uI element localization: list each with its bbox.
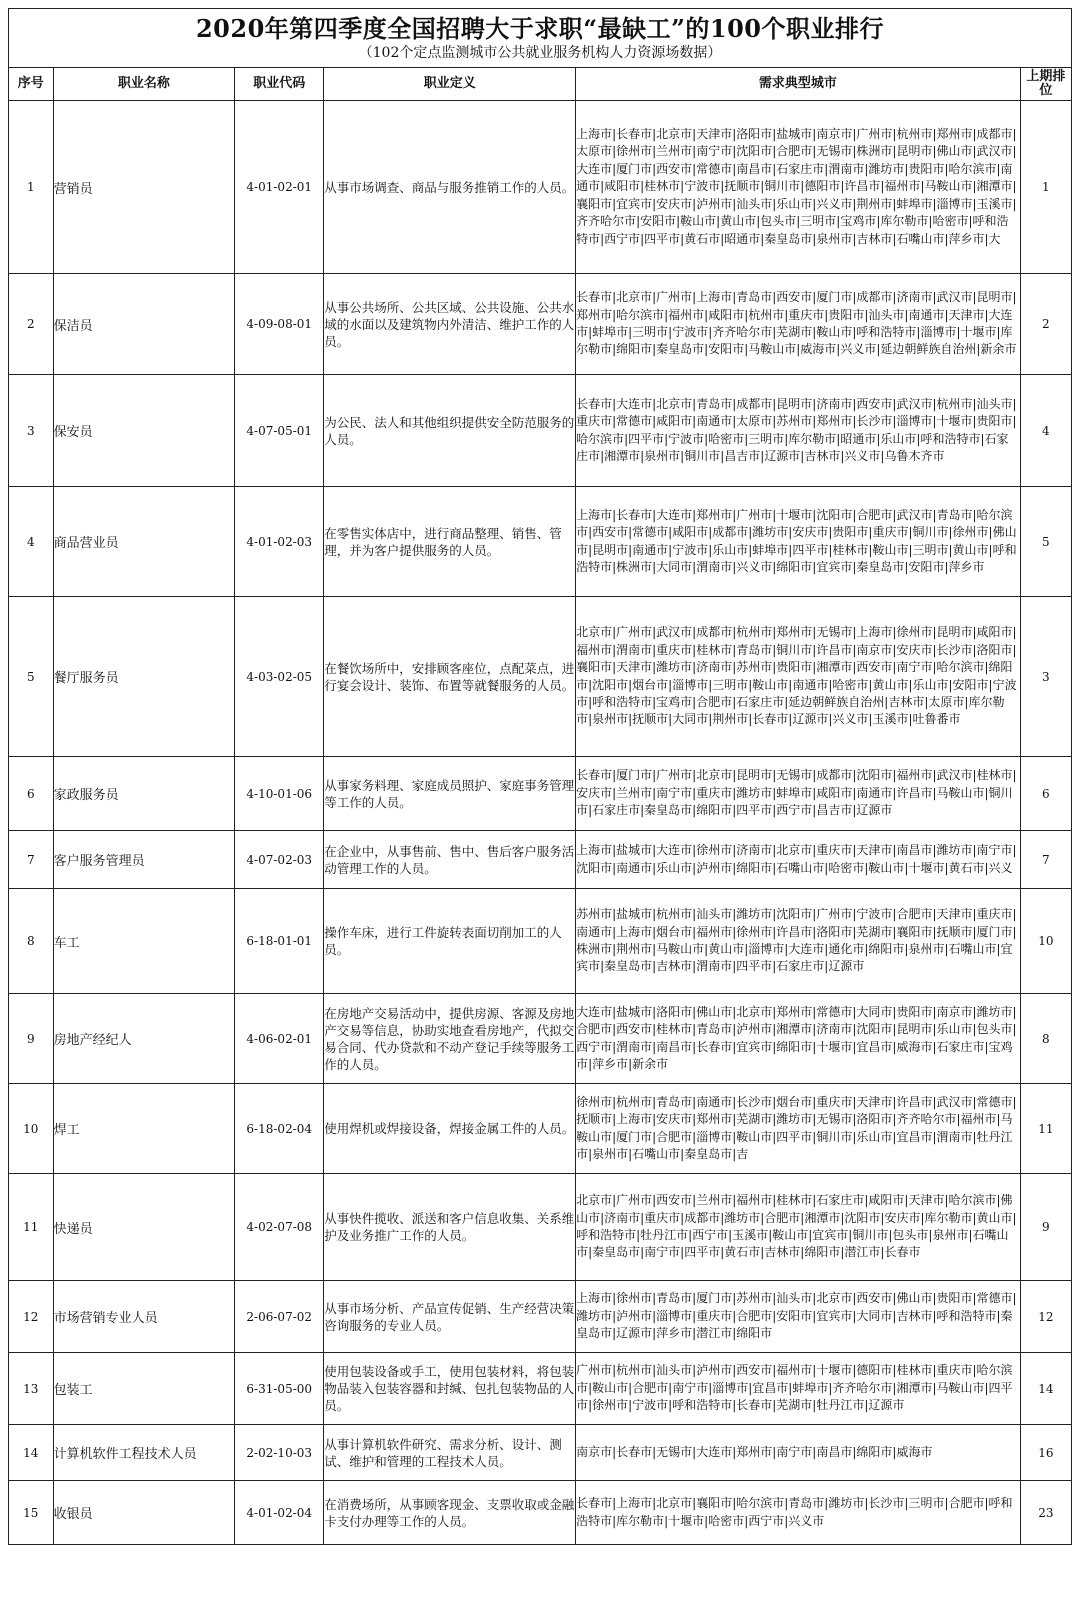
header-name: 职业名称 xyxy=(53,68,235,101)
occupation-code: 4-10-01-06 xyxy=(235,757,324,831)
demand-cities: 南京市|长春市|无锡市|大连市|郑州市|南宁市|南昌市|绵阳市|威海市 xyxy=(576,1425,1021,1481)
occupation-code: 2-02-10-03 xyxy=(235,1425,324,1481)
table-row xyxy=(9,1353,1072,1425)
demand-cities: 上海市|盐城市|大连市|徐州市|济南市|北京市|重庆市|天津市|南昌市|潍坊市|南宁市|沈阳市|南通市|乐山市|泸州市|绵阳市|石嘴山市|哈密市|鞍山市|十堰市|黄石市|兴义 xyxy=(576,831,1021,889)
header-code: 职业代码 xyxy=(235,68,324,101)
occupation-code: 4-01-02-01 xyxy=(235,101,324,274)
occupation-name: 房地产经纪人 xyxy=(53,994,235,1084)
occupation-definition: 操作车床，进行工件旋转表面切削加工的人员。 xyxy=(324,889,576,994)
occupation-definition: 使用包装设备或手工，使用包装材料，将包装物品装入包装容器和封缄、包扎包装物品的人员。 xyxy=(324,1353,576,1425)
occupation-definition: 从事公共场所、公共区域、公共设施、公共水域的水面以及建筑物内外清洁、维护工作的人员。 xyxy=(324,274,576,375)
occupation-definition: 在餐饮场所中，安排顾客座位，点配菜点，进行宴会设计、装饰、布置等就餐服务的人员。 xyxy=(324,597,576,757)
occupation-definition: 从事市场调查、商品与服务推销工作的人员。 xyxy=(324,101,576,274)
occupation-code: 4-06-02-01 xyxy=(235,994,324,1084)
previous-rank: 4 xyxy=(1020,375,1071,487)
previous-rank: 5 xyxy=(1020,487,1071,597)
occupation-definition: 使用焊机或焊接设备，焊接金属工件的人员。 xyxy=(324,1084,576,1174)
row-number: 5 xyxy=(9,597,54,757)
previous-rank: 8 xyxy=(1020,994,1071,1084)
occupation-name: 餐厅服务员 xyxy=(53,597,235,757)
occupation-name: 商品营业员 xyxy=(53,487,235,597)
occupation-name: 客户服务管理员 xyxy=(53,831,235,889)
occupation-code: 6-18-01-01 xyxy=(235,889,324,994)
table-row xyxy=(9,1174,1072,1281)
occupation-name: 家政服务员 xyxy=(53,757,235,831)
occupation-code: 4-01-02-03 xyxy=(235,487,324,597)
row-number: 11 xyxy=(9,1174,54,1281)
document-subtitle: （102个定点监测城市公共就业服务机构人力资源场数据） xyxy=(358,45,722,61)
occupation-code: 4-09-08-01 xyxy=(235,274,324,375)
occupation-name: 包装工 xyxy=(53,1353,235,1425)
table-row xyxy=(9,101,1072,274)
table-row xyxy=(9,274,1072,375)
demand-cities: 长春市|上海市|北京市|襄阳市|哈尔滨市|青岛市|潍坊市|长沙市|三明市|合肥市|呼和浩特市|库尔勒市|十堰市|哈密市|西宁市|兴义市 xyxy=(576,1481,1021,1545)
occupation-name: 计算机软件工程技术人员 xyxy=(53,1425,235,1481)
occupation-code: 4-01-02-04 xyxy=(235,1481,324,1545)
header-definition: 职业定义 xyxy=(324,68,576,101)
header-cities: 需求典型城市 xyxy=(576,68,1021,101)
row-number: 13 xyxy=(9,1353,54,1425)
table-row xyxy=(9,597,1072,757)
row-number: 15 xyxy=(9,1481,54,1545)
occupation-code: 6-18-02-04 xyxy=(235,1084,324,1174)
occupation-name: 营销员 xyxy=(53,101,235,274)
row-number: 2 xyxy=(9,274,54,375)
previous-rank: 14 xyxy=(1020,1353,1071,1425)
previous-rank: 10 xyxy=(1020,889,1071,994)
occupation-code: 4-07-05-01 xyxy=(235,375,324,487)
occupation-code: 2-06-07-02 xyxy=(235,1281,324,1353)
row-number: 8 xyxy=(9,889,54,994)
occupation-definition: 在零售实体店中，进行商品整理、销售、管理，并为客户提供服务的人员。 xyxy=(324,487,576,597)
previous-rank: 1 xyxy=(1020,101,1071,274)
occupation-code: 4-02-07-08 xyxy=(235,1174,324,1281)
document-title: 2020年第四季度全国招聘大于求职“最缺工”的100个职业排行 xyxy=(195,14,884,43)
demand-cities: 长春市|大连市|北京市|青岛市|成都市|昆明市|济南市|西安市|武汉市|杭州市|汕头市|重庆市|常德市|咸阳市|南通市|太原市|苏州市|郑州市|长沙市|淄博市|十堰市|贵阳市|哈尔滨市|四平市|宁波市|哈密市|三明市|库尔勒市|昭通市|乐山市|呼和浩特市|石家庄市|湘潭市|泉州市|铜川市|昌吉市|辽源市|吉林市|兴义市|乌鲁木齐市 xyxy=(576,375,1021,487)
row-number: 14 xyxy=(9,1425,54,1481)
table-row xyxy=(9,1084,1072,1174)
occupation-name: 保洁员 xyxy=(53,274,235,375)
demand-cities: 长春市|厦门市|广州市|北京市|昆明市|无锡市|成都市|沈阳市|福州市|武汉市|桂林市|安庆市|兰州市|南宁市|重庆市|潍坊市|蚌埠市|咸阳市|南通市|许昌市|马鞍山市|铜川市|石家庄市|秦皇岛市|绵阳市|四平市|西宁市|昌吉市|辽源市 xyxy=(576,757,1021,831)
table-row xyxy=(9,487,1072,597)
demand-cities: 上海市|长春市|北京市|天津市|洛阳市|盐城市|南京市|广州市|杭州市|郑州市|成都市|太原市|徐州市|兰州市|南宁市|沈阳市|合肥市|无锡市|株洲市|昆明市|佛山市|武汉市|大连市|厦门市|西安市|常德市|南昌市|石家庄市|渭南市|潍坊市|贵阳市|哈尔滨市|南通市|咸阳市|桂林市|宁波市|抚顺市|铜川市|德阳市|许昌市|福州市|马鞍山市|湘潭市|襄阳市|宜宾市|安庆市|泸州市|汕头市|乐山市|兴义市|荆州市|蚌埠市|淄博市|玉溪市|齐齐哈尔市|安阳市|鞍山市|黄山市|包头市|三明市|宝鸡市|库尔勒市|哈密市|呼和浩特市|西宁市|四平市|黄石市|昭通市|秦皇岛市|泉州市|吉林市|石嘴山市|萍乡市|大 xyxy=(576,101,1021,274)
occupation-definition: 从事家务料理、家庭成员照护、家庭事务管理等工作的人员。 xyxy=(324,757,576,831)
demand-cities: 北京市|广州市|武汉市|成都市|杭州市|郑州市|无锡市|上海市|徐州市|昆明市|咸阳市|福州市|渭南市|重庆市|桂林市|青岛市|铜川市|许昌市|南京市|安庆市|长沙市|洛阳市|襄阳市|天津市|潍坊市|济南市|苏州市|贵阳市|湘潭市|西安市|南宁市|哈尔滨市|绵阳市|沈阳市|烟台市|淄博市|三明市|鞍山市|南通市|哈密市|黄山市|乐山市|安阳市|宁波市|呼和浩特市|宝鸡市|合肥市|石家庄市|延边朝鲜族自治州|吉林市|太原市|库尔勒市|泉州市|抚顺市|大同市|荆州市|长春市|辽源市|兴义市|玉溪市|吐鲁番市 xyxy=(576,597,1021,757)
occupation-name: 快递员 xyxy=(53,1174,235,1281)
row-number: 3 xyxy=(9,375,54,487)
previous-rank: 9 xyxy=(1020,1174,1071,1281)
table-row xyxy=(9,889,1072,994)
previous-rank: 16 xyxy=(1020,1425,1071,1481)
header-prev: 上期排位 xyxy=(1020,68,1071,101)
row-number: 1 xyxy=(9,101,54,274)
demand-cities: 上海市|长春市|大连市|郑州市|广州市|十堰市|沈阳市|合肥市|武汉市|青岛市|哈尔滨市|西安市|常德市|咸阳市|成都市|潍坊市|安庆市|贵阳市|重庆市|铜川市|徐州市|佛山市|昆明市|南通市|宁波市|乐山市|蚌埠市|四平市|桂林市|鞍山市|三明市|黄山市|呼和浩特市|株洲市|大同市|渭南市|兴义市|绵阳市|宜宾市|秦皇岛市|安阳市|萍乡市 xyxy=(576,487,1021,597)
demand-cities: 大连市|盐城市|洛阳市|佛山市|北京市|郑州市|常德市|大同市|贵阳市|南京市|潍坊市|合肥市|西安市|桂林市|青岛市|泸州市|湘潭市|济南市|沈阳市|昆明市|乐山市|包头市|西宁市|渭南市|南昌市|长春市|宜宾市|绵阳市|十堰市|宜昌市|威海市|石家庄市|宝鸡市|萍乡市|新余市 xyxy=(576,994,1021,1084)
occupation-definition: 在消费场所，从事顾客现金、支票收取或金融卡支付办理等工作的人员。 xyxy=(324,1481,576,1545)
demand-cities: 徐州市|杭州市|青岛市|南通市|长沙市|烟台市|重庆市|天津市|许昌市|武汉市|常德市|抚顺市|上海市|安庆市|郑州市|芜湖市|潍坊市|无锡市|洛阳市|齐齐哈尔市|福州市|马鞍山市|厦门市|合肥市|淄博市|鞍山市|四平市|铜川市|乐山市|宜昌市|渭南市|牡丹江市|泉州市|石嘴山市|秦皇岛市|吉 xyxy=(576,1084,1021,1174)
occupation-definition: 从事计算机软件研究、需求分析、设计、测试、维护和管理的工程技术人员。 xyxy=(324,1425,576,1481)
occupation-ranking-table xyxy=(8,8,1072,1545)
demand-cities: 苏州市|盐城市|杭州市|汕头市|潍坊市|沈阳市|广州市|宁波市|合肥市|天津市|重庆市|南通市|上海市|烟台市|福州市|徐州市|许昌市|洛阳市|芜湖市|襄阳市|抚顺市|厦门市|株洲市|荆州市|马鞍山市|黄山市|淄博市|大连市|通化市|绵阳市|泉州市|石嘴山市|宜宾市|秦皇岛市|吉林市|渭南市|四平市|石家庄市|辽源市 xyxy=(576,889,1021,994)
table-row xyxy=(9,757,1072,831)
row-number: 6 xyxy=(9,757,54,831)
previous-rank: 12 xyxy=(1020,1281,1071,1353)
occupation-definition: 从事快件揽收、派送和客户信息收集、关系维护及业务推广工作的人员。 xyxy=(324,1174,576,1281)
occupation-code: 6-31-05-00 xyxy=(235,1353,324,1425)
occupation-name: 车工 xyxy=(53,889,235,994)
table-body xyxy=(9,101,1072,1545)
header-row xyxy=(9,68,1072,101)
occupation-definition: 在房地产交易活动中，提供房源、客源及房地产交易等信息，协助实地查看房地产，代拟交易合同、代办贷款和不动产登记手续等服务工作的人员。 xyxy=(324,994,576,1084)
occupation-definition: 为公民、法人和其他组织提供安全防范服务的人员。 xyxy=(324,375,576,487)
occupation-code: 4-03-02-05 xyxy=(235,597,324,757)
demand-cities: 北京市|广州市|西安市|兰州市|福州市|桂林市|石家庄市|咸阳市|天津市|哈尔滨市|佛山市|济南市|重庆市|成都市|潍坊市|合肥市|湘潭市|沈阳市|安庆市|库尔勒市|黄山市|呼和浩特市|牡丹江市|西宁市|玉溪市|鞍山市|宜宾市|铜川市|包头市|泉州市|石嘴山市|秦皇岛市|南宁市|四平市|黄石市|吉林市|绵阳市|潜江市|长春市 xyxy=(576,1174,1021,1281)
document-page xyxy=(8,8,1072,1545)
table-row xyxy=(9,1481,1072,1545)
previous-rank: 11 xyxy=(1020,1084,1071,1174)
occupation-name: 市场营销专业人员 xyxy=(53,1281,235,1353)
previous-rank: 23 xyxy=(1020,1481,1071,1545)
table-row xyxy=(9,375,1072,487)
occupation-name: 收银员 xyxy=(53,1481,235,1545)
header-no: 序号 xyxy=(9,68,54,101)
table-row xyxy=(9,1425,1072,1481)
row-number: 10 xyxy=(9,1084,54,1174)
occupation-code: 4-07-02-03 xyxy=(235,831,324,889)
occupation-name: 保安员 xyxy=(53,375,235,487)
demand-cities: 上海市|徐州市|青岛市|厦门市|苏州市|汕头市|北京市|西安市|佛山市|贵阳市|常德市|潍坊市|泸州市|淄博市|重庆市|合肥市|安阳市|宜宾市|大同市|吉林市|呼和浩特市|秦皇岛市|辽源市|萍乡市|潜江市|绵阳市 xyxy=(576,1281,1021,1353)
table-row xyxy=(9,1281,1072,1353)
previous-rank: 2 xyxy=(1020,274,1071,375)
demand-cities: 长春市|北京市|广州市|上海市|青岛市|西安市|厦门市|成都市|济南市|武汉市|昆明市|郑州市|哈尔滨市|福州市|咸阳市|杭州市|重庆市|贵阳市|汕头市|南通市|天津市|大连市|蚌埠市|三明市|宁波市|齐齐哈尔市|芜湖市|鞍山市|呼和浩特市|淄博市|十堰市|库尔勒市|绵阳市|秦皇岛市|安阳市|马鞍山市|威海市|兴义市|延边朝鲜族自治州|新余市 xyxy=(576,274,1021,375)
row-number: 7 xyxy=(9,831,54,889)
previous-rank: 7 xyxy=(1020,831,1071,889)
row-number: 4 xyxy=(9,487,54,597)
previous-rank: 3 xyxy=(1020,597,1071,757)
demand-cities: 广州市|杭州市|汕头市|泸州市|西安市|福州市|十堰市|德阳市|桂林市|重庆市|哈尔滨市|鞍山市|合肥市|南宁市|淄博市|宜昌市|蚌埠市|齐齐哈尔市|湘潭市|马鞍山市|四平市|徐州市|宁波市|呼和浩特市|长春市|芜湖市|牡丹江市|辽源市 xyxy=(576,1353,1021,1425)
row-number: 9 xyxy=(9,994,54,1084)
table-row xyxy=(9,994,1072,1084)
table-row xyxy=(9,831,1072,889)
occupation-definition: 从事市场分析、产品宣传促销、生产经营决策咨询服务的专业人员。 xyxy=(324,1281,576,1353)
occupation-definition: 在企业中，从事售前、售中、售后客户服务活动管理工作的人员。 xyxy=(324,831,576,889)
row-number: 12 xyxy=(9,1281,54,1353)
previous-rank: 6 xyxy=(1020,757,1071,831)
occupation-name: 焊工 xyxy=(53,1084,235,1174)
title-cell xyxy=(9,9,1072,68)
